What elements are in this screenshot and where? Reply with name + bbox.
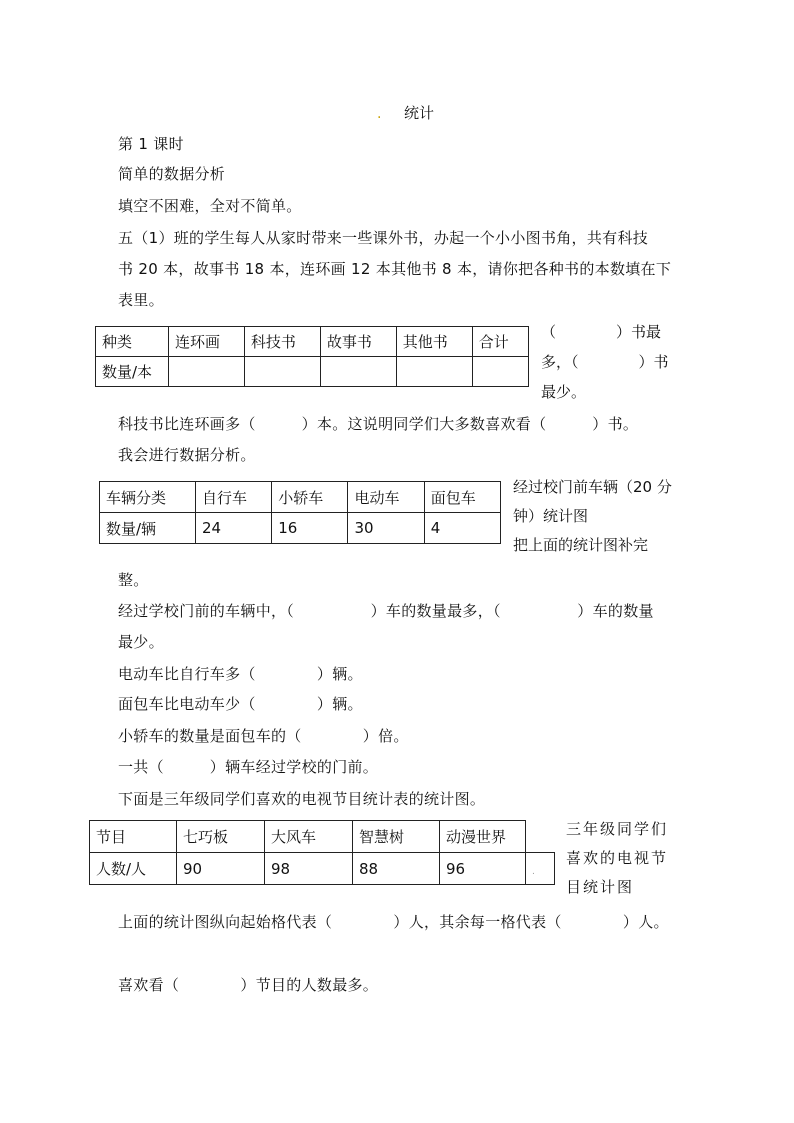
table-header-cell: 自行车 bbox=[195, 482, 271, 513]
table-row bbox=[96, 357, 529, 387]
question-vehicle-3: 面包车比电动车少（ ）辆。 bbox=[118, 695, 363, 713]
table-cell: 16 bbox=[272, 513, 348, 544]
table-empty-cell: . bbox=[526, 853, 555, 885]
answer-cell[interactable] bbox=[169, 357, 245, 387]
books-side-line3: 最少。 bbox=[541, 383, 587, 401]
table-header-cell: 节目 bbox=[90, 821, 177, 853]
books-table bbox=[95, 326, 529, 387]
answer-cell[interactable] bbox=[320, 357, 396, 387]
answer-cell[interactable] bbox=[244, 357, 320, 387]
books-side-line2: 多，（ ）书 bbox=[541, 353, 669, 371]
table-header-cell: 小轿车 bbox=[272, 482, 348, 513]
vehicle-side-line3: 把上面的统计图补完 bbox=[513, 536, 649, 554]
vehicle-side-line1: 经过校门前车辆（20 分 bbox=[513, 478, 672, 496]
table-header-cell: 种类 bbox=[96, 327, 169, 357]
table-header-cell: 连环画 bbox=[169, 327, 245, 357]
table-row-label: 数量/本 bbox=[96, 357, 169, 387]
tv-side-line3: 目统计图 bbox=[566, 878, 635, 896]
table-header-cell: 科技书 bbox=[244, 327, 320, 357]
table-row-label: 人数/人 bbox=[90, 853, 177, 885]
para1-line2: 书 20 本，故事书 18 本，连环画 12 本其他书 8 本，请你把各种书的本数填在下 bbox=[118, 260, 672, 278]
table-cell: 88 bbox=[353, 853, 440, 885]
table-row bbox=[90, 853, 555, 885]
question-vehicle-1b: 最少。 bbox=[118, 633, 164, 651]
vehicle-side-text bbox=[513, 473, 672, 560]
tv-side-text bbox=[566, 815, 668, 902]
tv-intro: 下面是三年级同学们喜欢的电视节目统计表的统计图。 bbox=[118, 790, 486, 808]
table-header-cell: 大风车 bbox=[265, 821, 353, 853]
table-empty-cell bbox=[526, 821, 555, 853]
books-side-text bbox=[541, 317, 669, 407]
section-subtitle: 简单的数据分析 bbox=[118, 165, 226, 183]
question-tv-2: 喜欢看（ ）节目的人数最多。 bbox=[118, 976, 379, 994]
para1-line1: 五（1）班的学生每人从家时带来一些课外书，办起一个小小图书角，共有科技 bbox=[118, 229, 649, 247]
para1-line3: 表里。 bbox=[118, 291, 164, 309]
page-title: 统计 bbox=[404, 104, 435, 122]
table-header-cell: 电动车 bbox=[348, 482, 424, 513]
table-row bbox=[100, 482, 501, 513]
table-header-cell: 合计 bbox=[472, 327, 528, 357]
tv-table bbox=[89, 820, 555, 885]
lesson-label: 第 1 课时 bbox=[118, 135, 184, 153]
answer-cell[interactable] bbox=[396, 357, 472, 387]
analysis-heading: 我会进行数据分析。 bbox=[118, 446, 256, 464]
answer-cell[interactable] bbox=[472, 357, 528, 387]
table-cell: 98 bbox=[265, 853, 353, 885]
table-row bbox=[100, 513, 501, 544]
vehicle-side-line2: 钟）统计图 bbox=[513, 507, 589, 525]
question-vehicle-4: 小轿车的数量是面包车的（ ）倍。 bbox=[118, 727, 409, 745]
question-books: 科技书比连环画多（ ）本。这说明同学们大多数喜欢看（ ）书。 bbox=[118, 415, 639, 433]
intro-text: 填空不困难，全对不简单。 bbox=[118, 197, 302, 215]
table-header-cell: 面包车 bbox=[424, 482, 500, 513]
table-header-cell: 车辆分类 bbox=[100, 482, 196, 513]
table-cell: 4 bbox=[424, 513, 500, 544]
question-vehicle-1a: 经过学校门前的车辆中，（ ）车的数量最多，（ ）车的数量 bbox=[118, 602, 654, 620]
table-row bbox=[90, 821, 555, 853]
table-row-label: 数量/辆 bbox=[100, 513, 196, 544]
table-header-cell: 其他书 bbox=[396, 327, 472, 357]
table-header-cell: 故事书 bbox=[320, 327, 396, 357]
decorative-dot: . bbox=[377, 106, 382, 122]
vehicle-continuation: 整。 bbox=[118, 571, 149, 589]
tv-side-line1: 三年级同学们 bbox=[566, 820, 669, 838]
table-row bbox=[96, 327, 529, 357]
tv-side-line2: 喜欢的电视节 bbox=[566, 849, 669, 867]
table-header-cell: 智慧树 bbox=[353, 821, 440, 853]
vehicle-table bbox=[99, 481, 501, 544]
question-tv-1: 上面的统计图纵向起始格代表（ ）人，其余每一格代表（ ）人。 bbox=[118, 913, 669, 931]
books-side-line1: （ ）书最 bbox=[541, 323, 662, 341]
table-cell: 24 bbox=[195, 513, 271, 544]
table-header-cell: 七巧板 bbox=[177, 821, 265, 853]
table-cell: 96 bbox=[440, 853, 526, 885]
question-vehicle-5: 一共（ ）辆车经过学校的门前。 bbox=[118, 758, 379, 776]
table-cell: 90 bbox=[177, 853, 265, 885]
table-cell: 30 bbox=[348, 513, 424, 544]
question-vehicle-2: 电动车比自行车多（ ）辆。 bbox=[118, 665, 363, 683]
table-header-cell: 动漫世界 bbox=[440, 821, 526, 853]
